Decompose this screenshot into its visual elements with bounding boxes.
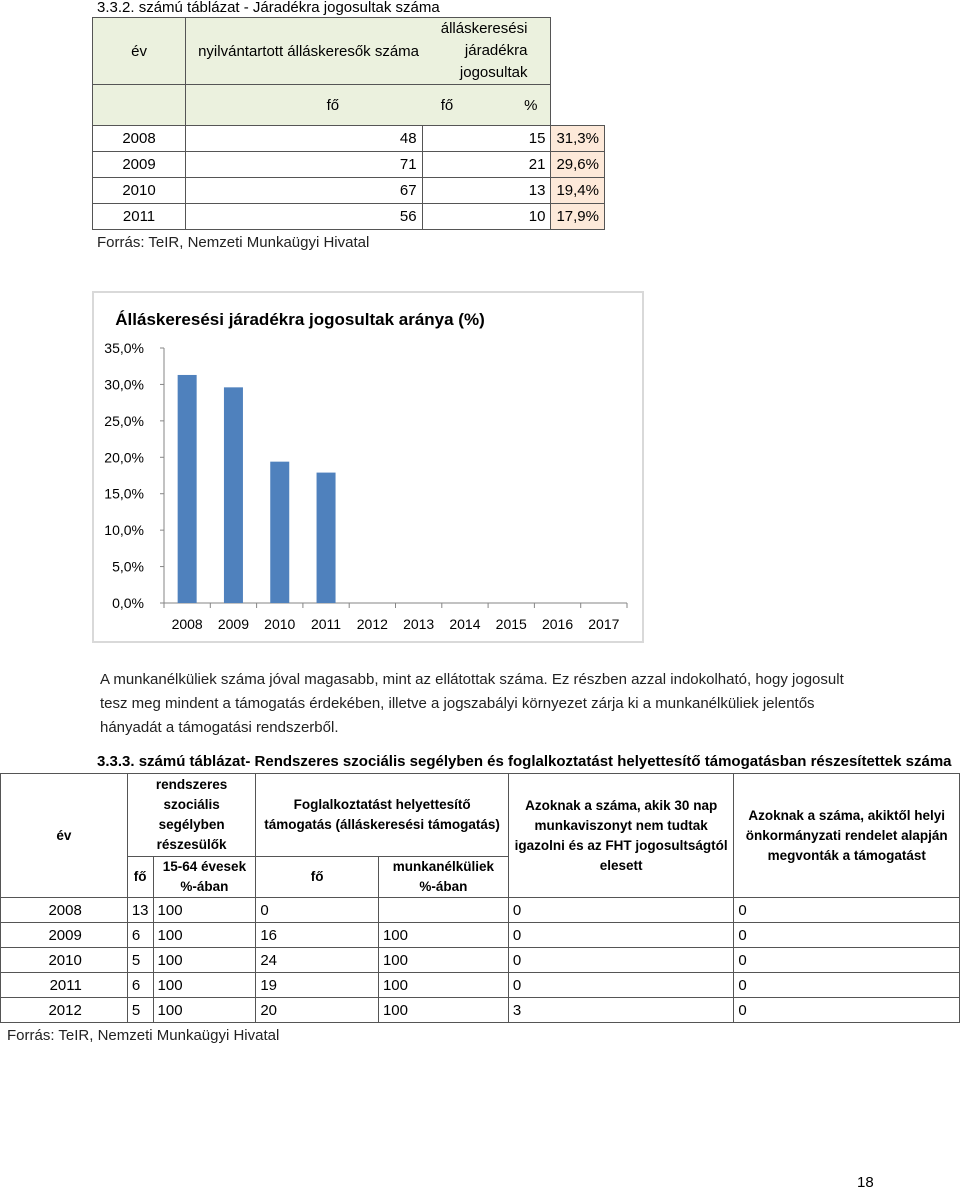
t2-cell-year: 2009 — [1, 923, 128, 948]
t2-cell-rss_pct: 100 — [153, 973, 256, 998]
t2-row — [1, 923, 960, 948]
t2-cell-rss_pct: 100 — [153, 898, 256, 923]
bar-2011 — [317, 473, 336, 603]
t2-cell-helyi: 0 — [734, 948, 960, 973]
t1-cell-pct: 19,4% — [551, 178, 605, 204]
t1-cell-year: 2008 — [93, 126, 186, 152]
t2-cell-fht_fo: 24 — [256, 948, 379, 973]
t2-cell-fht_pct: 100 — [378, 973, 508, 998]
t1-cell-entitled: 13 — [422, 178, 551, 204]
page-number: 18 — [857, 1174, 874, 1191]
t2-header-fht: Foglalkoztatást helyettesítő támogatás (álláskeresési támogatás) — [256, 774, 509, 857]
bar-chart — [94, 293, 642, 641]
t1-header-registered: nyilvántartott álláskeresők száma — [198, 42, 420, 60]
t2-cell-fht_pct: 100 — [378, 948, 508, 973]
t2-cell-fht_fo: 19 — [256, 973, 379, 998]
table1 — [92, 17, 605, 230]
x-tick-label: 2010 — [264, 616, 296, 632]
x-tick-label: 2009 — [217, 616, 250, 632]
x-tick-label: 2008 — [171, 616, 203, 632]
t2-cell-year: 2012 — [1, 998, 128, 1023]
t2-header-pct-munk: munkanélküliek %-ában — [378, 857, 508, 898]
y-tick-label: 15,0% — [104, 485, 144, 502]
x-tick-label: 2014 — [449, 616, 481, 632]
t2-cell-fht_fo: 0 — [256, 898, 379, 923]
t1-cell-registered: 71 — [186, 152, 422, 178]
t1-cell-year: 2011 — [93, 204, 186, 230]
t2-cell-rss_pct: 100 — [153, 923, 256, 948]
t2-cell-helyi: 0 — [734, 898, 960, 923]
t2-cell-nap30: 0 — [508, 948, 734, 973]
chart-container — [92, 291, 644, 643]
t1-cell-year: 2010 — [93, 178, 186, 204]
t2-header-30nap: Azoknak a száma, akik 30 nap munkaviszonyt nem tudtak igazolni és az FHT jogosultságtól elesett — [508, 774, 734, 898]
t2-cell-fht_pct — [378, 898, 508, 923]
t1-cell-entitled: 21 — [422, 152, 551, 178]
x-tick-label: 2015 — [495, 616, 527, 632]
t1-cell-pct: 31,3% — [551, 126, 605, 152]
t2-cell-rss_fo: 5 — [127, 998, 153, 1023]
t1-unit-fo1: fő — [326, 96, 340, 114]
x-tick-label: 2016 — [541, 616, 574, 632]
t2-cell-nap30: 3 — [508, 998, 734, 1023]
t2-cell-year: 2008 — [1, 898, 128, 923]
t2-header-fo-a: fő — [127, 857, 153, 898]
y-tick-label: 5,0% — [112, 558, 144, 575]
t1-cell-entitled: 10 — [422, 204, 551, 230]
t2-row — [1, 898, 960, 923]
chart-title: Álláskeresési járadékra jogosultak aránya (%) — [115, 310, 485, 329]
t2-cell-rss_fo: 6 — [127, 923, 153, 948]
t2-cell-rss_pct: 100 — [153, 948, 256, 973]
y-tick-label: 30,0% — [104, 376, 144, 393]
t2-header-rss: rendszeres szociális segélyben részesülők — [127, 774, 256, 857]
t1-row — [93, 126, 605, 152]
t2-cell-fht_pct: 100 — [378, 998, 508, 1023]
t1-cell-pct: 17,9% — [551, 204, 605, 230]
x-tick-label: 2011 — [310, 616, 342, 632]
t1-unit-fo2: fő — [440, 96, 454, 114]
t2-cell-rss_fo: 13 — [127, 898, 153, 923]
t2-header-fo-b: fő — [256, 857, 379, 898]
x-tick-label: 2012 — [356, 616, 388, 632]
x-tick-label: 2017 — [588, 616, 620, 632]
table1-source: Forrás: TeIR, Nemzeti Munkaügyi Hivatal — [97, 234, 370, 251]
y-tick-label: 10,0% — [104, 522, 144, 539]
t2-header-pct-1564: 15-64 évesek %-ában — [153, 857, 256, 898]
t1-row — [93, 178, 605, 204]
t2-cell-nap30: 0 — [508, 973, 734, 998]
t2-cell-rss_pct: 100 — [153, 998, 256, 1023]
t1-cell-registered: 56 — [186, 204, 422, 230]
table2-source: Forrás: TeIR, Nemzeti Munkaügyi Hivatal — [7, 1027, 280, 1044]
t1-unit-blank — [93, 85, 186, 126]
t2-row — [1, 948, 960, 973]
t2-cell-year: 2010 — [1, 948, 128, 973]
t1-units — [186, 85, 551, 126]
t2-cell-rss_fo: 5 — [127, 948, 153, 973]
bar-2009 — [224, 387, 243, 603]
table2 — [0, 773, 960, 1023]
t1-header-group — [186, 18, 551, 85]
t2-header-helyi: Azoknak a száma, akiktől helyi önkormányzati rendelet alapján megvonták a támogatást — [734, 774, 960, 898]
t1-cell-registered: 48 — [186, 126, 422, 152]
t2-row — [1, 973, 960, 998]
bar-2008 — [178, 375, 197, 603]
table1-caption: 3.3.2. számú táblázat - Járadékra jogosultak száma — [97, 0, 440, 16]
y-tick-label: 25,0% — [104, 412, 144, 429]
x-tick-label: 2013 — [403, 616, 435, 632]
t2-cell-rss_fo: 6 — [127, 973, 153, 998]
t2-cell-helyi: 0 — [734, 973, 960, 998]
t2-row — [1, 998, 960, 1023]
bar-2010 — [270, 462, 289, 603]
t2-cell-helyi: 0 — [734, 923, 960, 948]
t1-row — [93, 152, 605, 178]
t2-cell-nap30: 0 — [508, 898, 734, 923]
t2-cell-year: 2011 — [1, 973, 128, 998]
t1-cell-pct: 29,6% — [551, 152, 605, 178]
t1-cell-entitled: 15 — [422, 126, 551, 152]
t2-cell-helyi: 0 — [734, 998, 960, 1023]
t1-cell-registered: 67 — [186, 178, 422, 204]
t1-header-ev: év — [93, 18, 186, 85]
t2-cell-fht_pct: 100 — [378, 923, 508, 948]
t1-row — [93, 204, 605, 230]
t2-header-ev: év — [1, 774, 128, 898]
body-paragraph: A munkanélküliek száma jóval magasabb, mint az ellátottak száma. Ez részben azzal indokolható, hogy jogosult tesz meg mindent a támogatás érdekében, illetve a jogszabályi környezet zárja ki a munkanélküliek jelentős hányadát a támogatási rendszerből. — [100, 671, 844, 736]
y-tick-label: 0,0% — [112, 595, 144, 611]
y-tick-label: 20,0% — [104, 449, 144, 466]
t2-cell-fht_fo: 20 — [256, 998, 379, 1023]
y-tick-label: 35,0% — [104, 340, 144, 356]
t1-cell-year: 2009 — [93, 152, 186, 178]
table2-caption: 3.3.3. számú táblázat- Rendszeres szociális segélyben és foglalkoztatást helyettesítő támogatásban részesítettek száma — [97, 753, 952, 770]
t1-unit-pct: % — [524, 96, 538, 114]
t2-cell-fht_fo: 16 — [256, 923, 379, 948]
t1-header-entitled: álláskeresési járadékra jogosultak — [440, 20, 528, 81]
t2-cell-nap30: 0 — [508, 923, 734, 948]
